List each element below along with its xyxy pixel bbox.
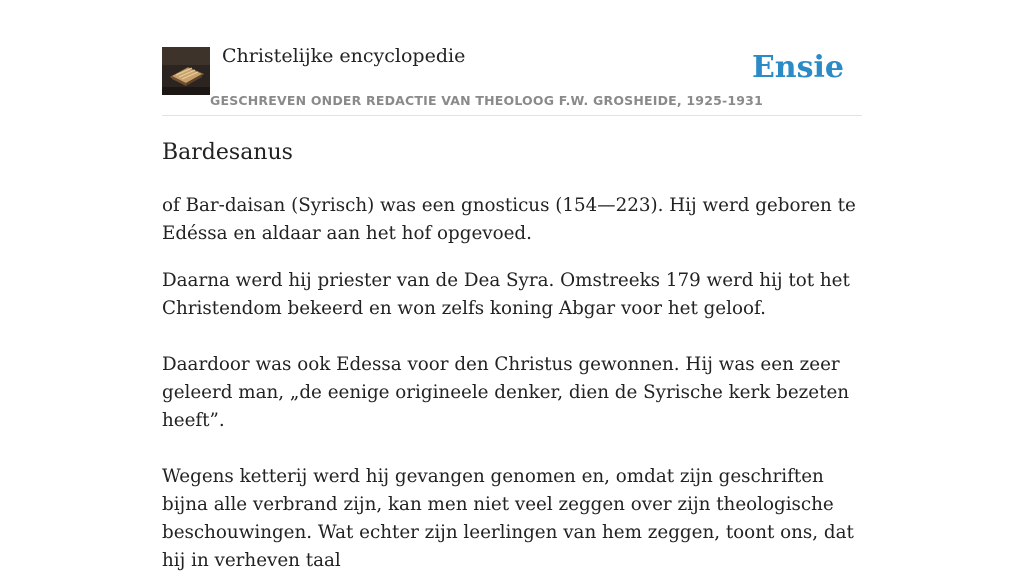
article-paragraph: Daarna werd hij priester van de Dea Syra. Omstreeks 179 werd hij tot het Christendom bekeerd en won zelfs koning Abgar voor het geloof. <box>162 270 850 319</box>
page <box>162 0 862 571</box>
site-header <box>162 0 862 116</box>
brand-logo[interactable]: Ensie <box>751 50 844 85</box>
site-subtitle: GESCHREVEN ONDER REDACTIE VAN THEOLOOG F.W. GROSHEIDE, 1925-1931 <box>210 93 763 108</box>
article-paragraph: Daardoor was ook Edessa voor den Christus gewonnen. Hij was een zeer geleerd man, „de eenige origineele denker, dien de Syrische kerk bezeten heeft”. <box>162 354 850 431</box>
article-body <box>162 192 862 575</box>
book-photo-icon[interactable] <box>162 47 210 95</box>
site-title[interactable]: Christelijke encyclopedie <box>222 45 466 67</box>
article-title: Bardesanus <box>162 140 293 165</box>
article-paragraph: of Bar-daisan (Syrisch) was een gnosticus (154—223). Hij werd geboren te Edéssa en aldaar aan het hof opgevoed. <box>162 195 856 244</box>
article-paragraph: Wegens ketterij werd hij gevangen genomen en, omdat zijn geschriften bijna alle verbrand zijn, kan men niet veel zeggen over zijn theologische beschouwingen. Wat echter zijn leerlingen van hem zeggen, toont ons, dat hij in verheven taal <box>162 466 854 571</box>
avatar-image <box>162 47 210 95</box>
